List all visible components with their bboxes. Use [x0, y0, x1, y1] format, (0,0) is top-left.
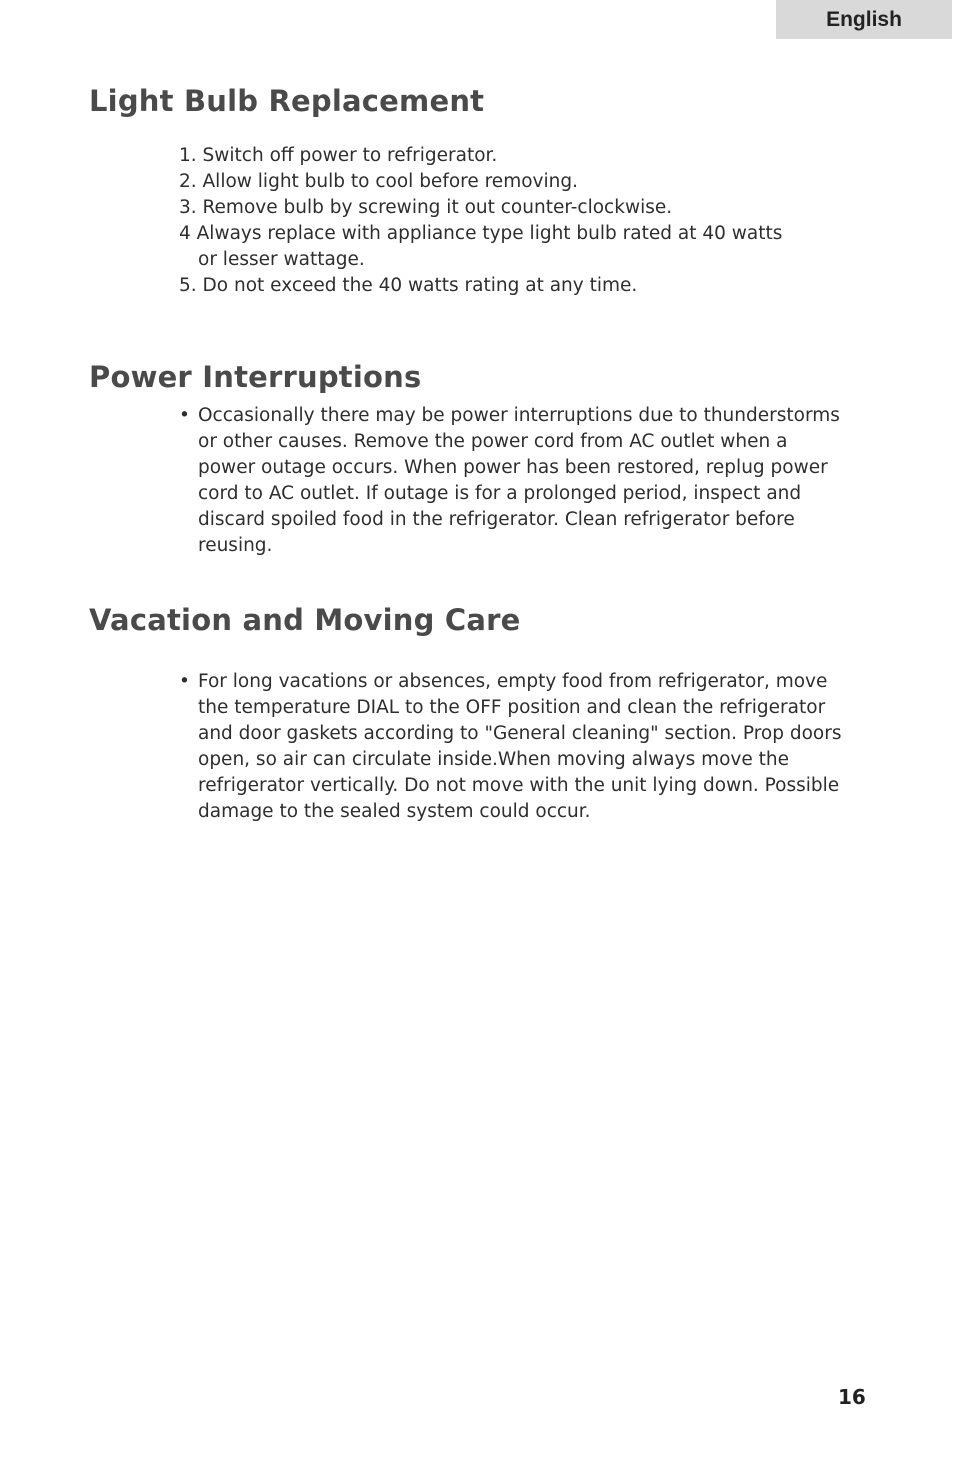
list-item: 3. Remove bulb by screwing it out counter-clockwise.: [179, 197, 673, 218]
light-bulb-steps: [179, 143, 782, 299]
paragraph-line: and door gaskets according to "General cleaning" section. Prop doors: [198, 723, 842, 744]
paragraph-line: cord to AC outlet. If outage is for a prolonged period, inspect and: [198, 483, 802, 504]
list-item: 5. Do not exceed the 40 watts rating at any time.: [179, 275, 638, 296]
bullet-icon: •: [179, 405, 190, 426]
list-item: 4 Always replace with appliance type light bulb rated at 40 watts: [179, 223, 783, 244]
paragraph-text: Occasionally there may be power interruptions due to thunderstorms: [198, 405, 840, 426]
power-interruptions-paragraph: [179, 403, 879, 559]
paragraph-line: reusing.: [198, 535, 273, 556]
paragraph-line: open, so air can circulate inside.When moving always move the: [198, 749, 789, 770]
vacation-moving-paragraph: [179, 669, 879, 825]
paragraph-text: For long vacations or absences, empty food from refrigerator, move: [198, 671, 828, 692]
paragraph-line: damage to the sealed system could occur.: [198, 801, 591, 822]
language-label: English: [826, 7, 902, 31]
paragraph-line: [179, 403, 879, 429]
section-title-light-bulb: Light Bulb Replacement: [89, 84, 485, 118]
paragraph-line: power outage occurs. When power has been restored, replug power: [198, 457, 828, 478]
paragraph-line: the temperature DIAL to the OFF position and clean the refrigerator: [198, 697, 826, 718]
bullet-icon: •: [179, 671, 190, 692]
section-title-power-interruptions: Power Interruptions: [89, 360, 422, 394]
list-item-continuation: or lesser wattage.: [198, 249, 365, 270]
paragraph-line: or other causes. Remove the power cord from AC outlet when a: [198, 431, 788, 452]
paragraph-line: refrigerator vertically. Do not move with the unit lying down. Possible: [198, 775, 840, 796]
list-item: 1. Switch off power to refrigerator.: [179, 145, 498, 166]
paragraph-line: [179, 669, 879, 695]
page-number: 16: [838, 1385, 866, 1409]
section-title-vacation-moving: Vacation and Moving Care: [89, 603, 521, 637]
paragraph-line: discard spoiled food in the refrigerator. Clean refrigerator before: [198, 509, 795, 530]
list-item: 2. Allow light bulb to cool before removing.: [179, 171, 578, 192]
language-tab: [776, 0, 952, 39]
